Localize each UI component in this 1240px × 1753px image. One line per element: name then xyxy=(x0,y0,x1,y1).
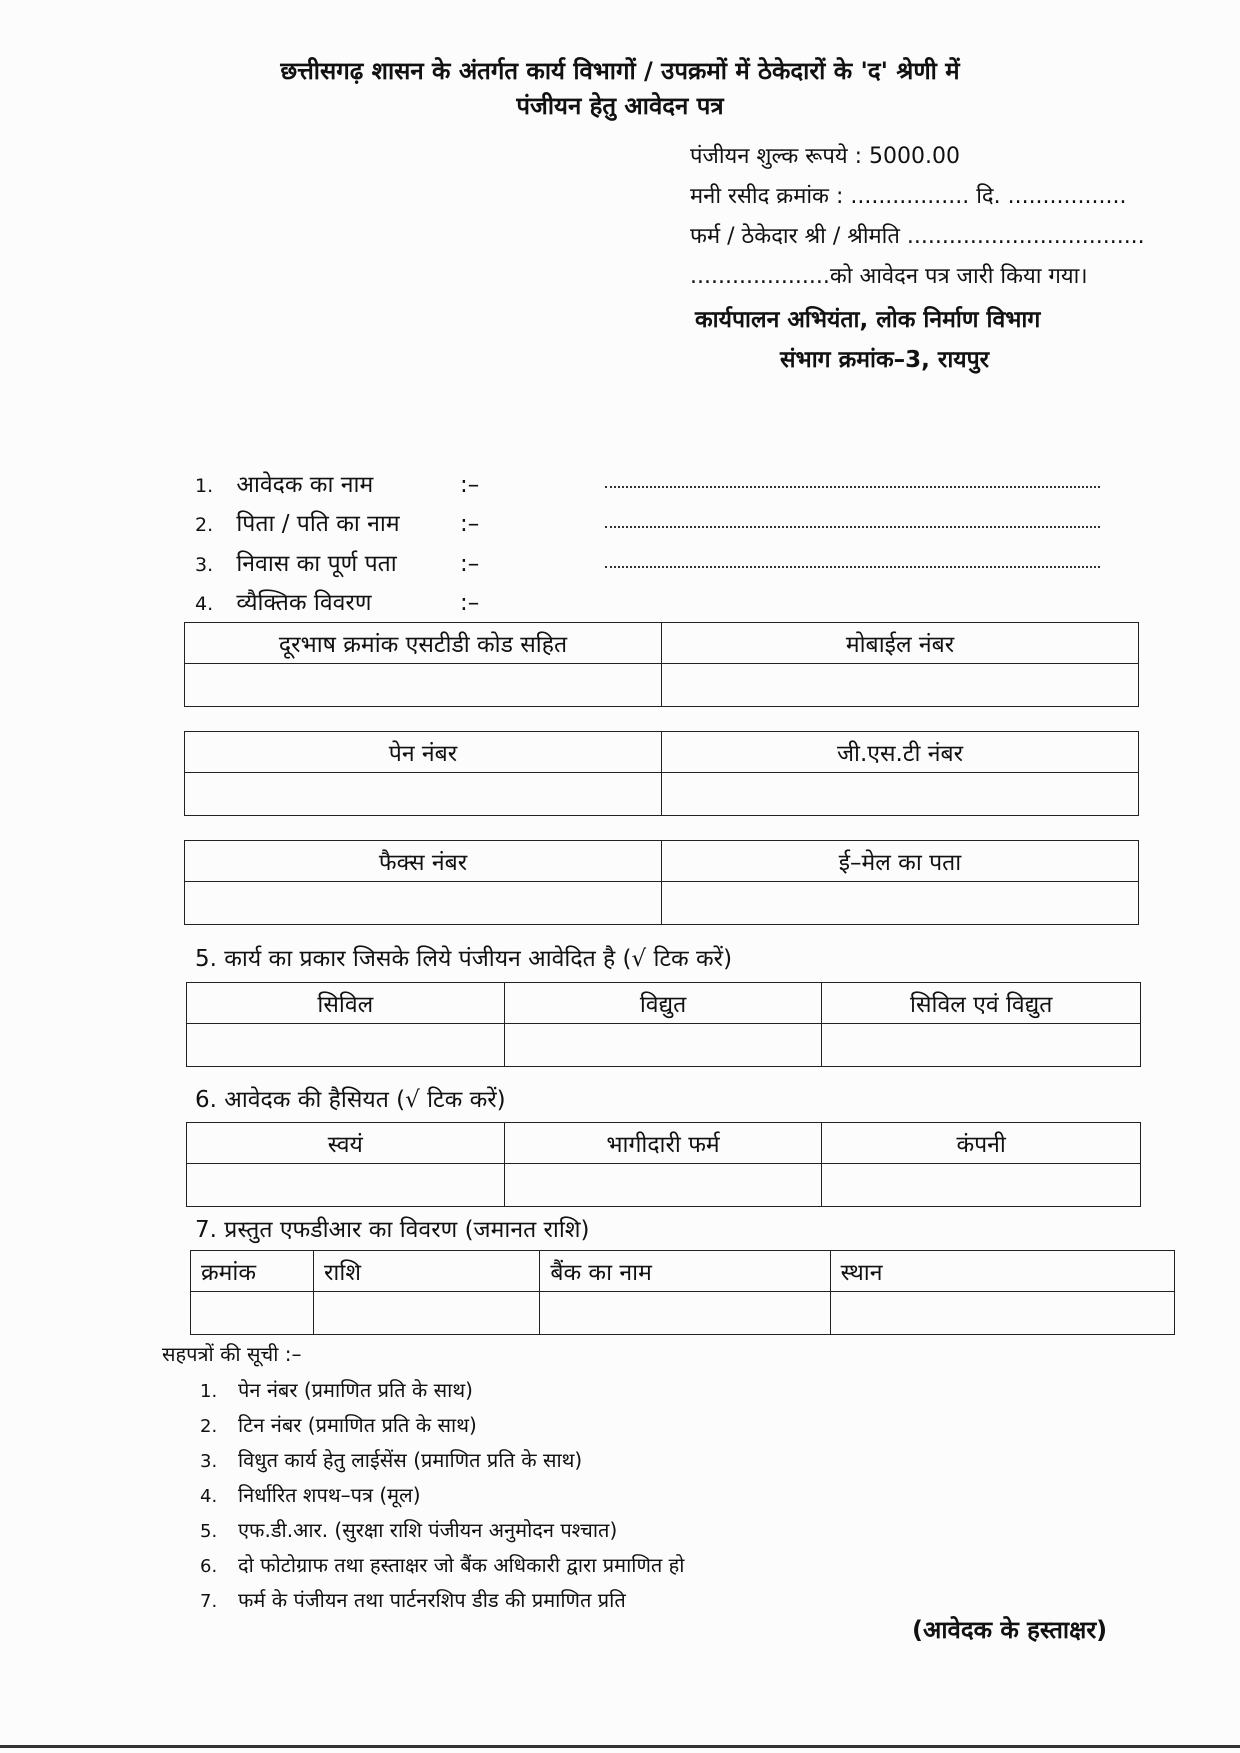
company-header: कंपनी xyxy=(822,1123,1141,1164)
enclosure-number: 6. xyxy=(200,1556,218,1577)
enclosure-number: 4. xyxy=(200,1486,218,1507)
applicant-name-field[interactable] xyxy=(605,484,1100,488)
enclosure-text: दो फोटोग्राफ तथा हस्ताक्षर जो बैंक अधिकारी द्वारा प्रमाणित हो xyxy=(238,1553,685,1577)
firm-contractor-line: फर्म / ठेकेदार श्री / श्रीमति .................................. xyxy=(690,224,1145,249)
fax-header: फैक्स नंबर xyxy=(185,841,662,882)
email-cell[interactable] xyxy=(662,882,1139,925)
bank-name-header: बैंक का नाम xyxy=(540,1251,830,1292)
question-applicant-name xyxy=(195,470,480,501)
question-full-address xyxy=(195,549,480,580)
phone-cell[interactable] xyxy=(185,664,662,707)
partnership-firm-tick-cell[interactable] xyxy=(504,1164,822,1207)
enclosure-item xyxy=(200,1551,684,1578)
page-bottom-edge xyxy=(0,1745,1240,1748)
pan-cell[interactable] xyxy=(185,773,662,816)
serial-cell[interactable] xyxy=(191,1292,314,1335)
father-husband-name-field[interactable] xyxy=(605,524,1100,528)
enclosure-item xyxy=(200,1586,626,1613)
electrical-tick-cell[interactable] xyxy=(504,1024,822,1067)
question-applicant-status: 6. आवेदक की हैसियत (√ टिक करें) xyxy=(195,1087,506,1113)
form-title-line2: पंजीयन हेतु आवेदन पत्र xyxy=(516,92,724,120)
company-tick-cell[interactable] xyxy=(822,1164,1141,1207)
full-address-field[interactable] xyxy=(605,564,1100,568)
enclosure-text: टिन नंबर (प्रमाणित प्रति के साथ) xyxy=(238,1413,477,1437)
civil-electrical-tick-cell[interactable] xyxy=(822,1024,1141,1067)
question-father-husband-name xyxy=(195,509,480,540)
email-header: ई–मेल का पता xyxy=(662,841,1139,882)
question-separator: :– xyxy=(460,551,480,577)
registration-fee: पंजीयन शुल्क रूपये : 5000.00 xyxy=(690,144,960,169)
office-division: संभाग क्रमांक–3, रायपुर xyxy=(780,347,990,373)
question-work-type: 5. कार्य का प्रकार जिसके लिये पंजीयन आवेदित है (√ टिक करें) xyxy=(195,946,733,972)
enclosure-item xyxy=(200,1481,421,1508)
enclosure-text: पेन नंबर (प्रमाणित प्रति के साथ) xyxy=(238,1378,473,1402)
pan-gst-table xyxy=(184,731,1139,816)
mobile-cell[interactable] xyxy=(662,664,1139,707)
pan-header: पेन नंबर xyxy=(185,732,662,773)
serial-header: क्रमांक xyxy=(191,1251,314,1292)
question-separator: :– xyxy=(460,511,480,537)
question-number: 1. xyxy=(195,475,214,497)
civil-electrical-header: सिविल एवं विद्युत xyxy=(822,983,1141,1024)
form-title-line1: छत्तीसगढ़ शासन के अंतर्गत कार्य विभागों / उपक्रमों में ठेकेदारों के 'द' श्रेणी में xyxy=(280,57,960,85)
gst-header: जी.एस.टी नंबर xyxy=(662,732,1139,773)
enclosures-title: सहपत्रों की सूची :– xyxy=(162,1342,302,1366)
question-label: व्यैक्तिक विवरण xyxy=(236,590,372,616)
self-tick-cell[interactable] xyxy=(187,1164,505,1207)
question-separator: :– xyxy=(460,472,480,498)
electrical-header: विद्युत xyxy=(504,983,822,1024)
office-designation: कार्यपालन अभियंता, लोक निर्माण विभाग xyxy=(695,307,1041,333)
partnership-firm-header: भागीदारी फर्म xyxy=(504,1123,822,1164)
enclosure-item xyxy=(200,1446,582,1473)
enclosure-text: निर्धारित शपथ–पत्र (मूल) xyxy=(238,1483,421,1507)
self-header: स्वयं xyxy=(187,1123,505,1164)
mobile-header: मोबाईल नंबर xyxy=(662,623,1139,664)
enclosure-text: विधुत कार्य हेतु लाईसेंस (प्रमाणित प्रति के साथ) xyxy=(238,1448,583,1472)
question-label: पिता / पति का नाम xyxy=(236,511,400,537)
question-separator: :– xyxy=(460,590,480,616)
money-receipt-line: मनी रसीद क्रमांक : ................. दि. ................. xyxy=(690,184,1127,209)
civil-tick-cell[interactable] xyxy=(187,1024,505,1067)
enclosure-item xyxy=(200,1411,477,1438)
enclosure-item xyxy=(200,1516,617,1543)
civil-header: सिविल xyxy=(187,983,505,1024)
question-fdr-details: 7. प्रस्तुत एफडीआर का विवरण (जमानत राशि) xyxy=(195,1217,590,1243)
question-label: निवास का पूर्ण पता xyxy=(236,551,397,577)
amount-cell[interactable] xyxy=(314,1292,540,1335)
fax-email-table xyxy=(184,840,1139,925)
phone-mobile-table xyxy=(184,622,1139,707)
place-header: स्थान xyxy=(830,1251,1174,1292)
enclosure-number: 5. xyxy=(200,1521,218,1542)
enclosure-item xyxy=(200,1376,473,1403)
enclosure-text: एफ.डी.आर. (सुरक्षा राशि पंजीयन अनुमोदन पश्चात) xyxy=(238,1518,618,1542)
gst-cell[interactable] xyxy=(662,773,1139,816)
amount-header: राशि xyxy=(314,1251,540,1292)
enclosure-text: फर्म के पंजीयन तथा पार्टनरशिप डीड की प्रमाणित प्रति xyxy=(238,1588,626,1612)
applicant-signature-label: (आवेदक के हस्ताक्षर) xyxy=(912,1616,1108,1644)
question-number: 4. xyxy=(195,593,214,615)
phone-header: दूरभाष क्रमांक एसटीडी कोड सहित xyxy=(185,623,662,664)
enclosure-number: 7. xyxy=(200,1591,218,1612)
question-label: आवेदक का नाम xyxy=(236,472,374,498)
fax-cell[interactable] xyxy=(185,882,662,925)
issued-line: ....................को आवेदन पत्र जारी किया गया। xyxy=(690,264,1088,289)
question-number: 2. xyxy=(195,514,214,536)
bank-name-cell[interactable] xyxy=(540,1292,830,1335)
fdr-table xyxy=(190,1250,1175,1335)
enclosure-number: 3. xyxy=(200,1451,218,1472)
question-number: 3. xyxy=(195,554,214,576)
applicant-status-table xyxy=(186,1122,1141,1207)
question-personal-details xyxy=(195,588,480,619)
place-cell[interactable] xyxy=(830,1292,1174,1335)
enclosure-number: 2. xyxy=(200,1416,218,1437)
work-type-table xyxy=(186,982,1141,1067)
enclosure-number: 1. xyxy=(200,1381,218,1402)
